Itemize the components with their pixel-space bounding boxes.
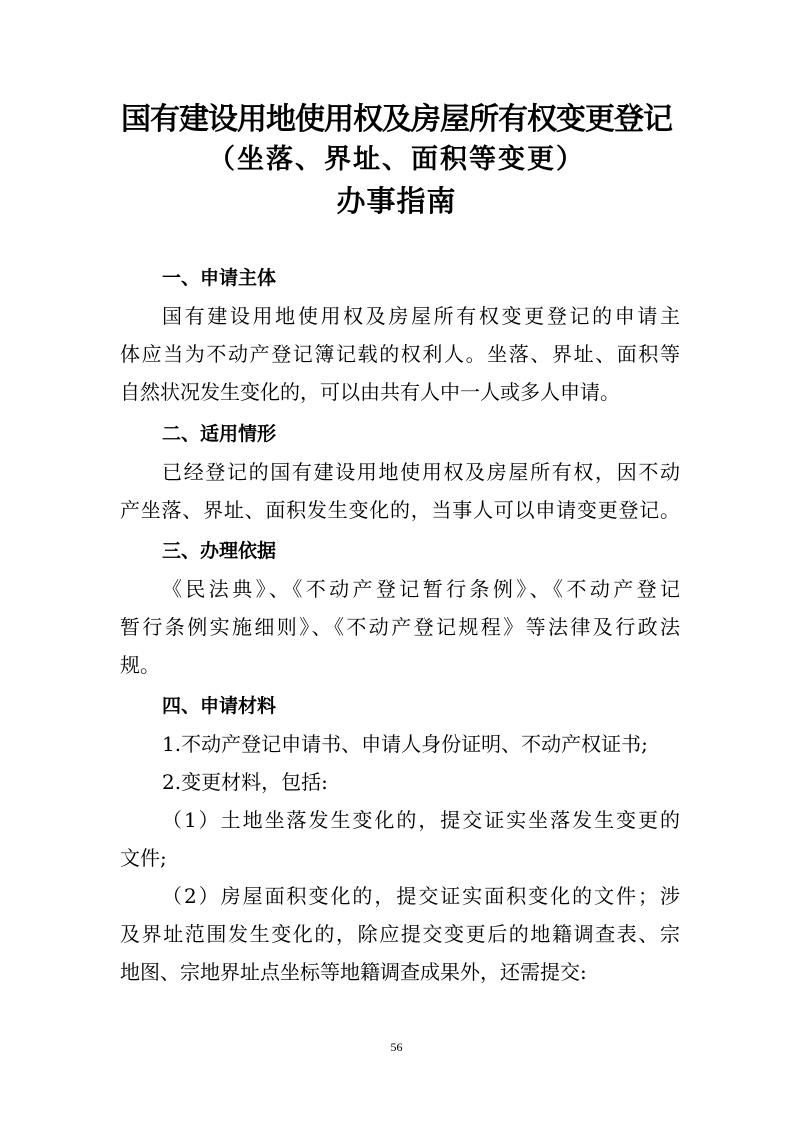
document-title: 国有建设用地使用权及房屋所有权变更登记 bbox=[121, 102, 672, 137]
paragraph-line: 产坐落、界址、面积发生变化的，当事人可以申请变更登记。 bbox=[120, 498, 680, 522]
paragraph-line: 及界址范围发生变化的，除应提交变更后的地籍调查表、宗 bbox=[120, 922, 680, 946]
list-item: 1.不动产登记申请书、申请人身份证明、不动产权证书; bbox=[162, 732, 648, 756]
paragraph-line: 国有建设用地使用权及房屋所有权变更登记的申请主 bbox=[162, 304, 680, 328]
paragraph-line: 地图、宗地界址点坐标等地籍调查成果外，还需提交: bbox=[120, 960, 587, 984]
paragraph-line: 《民法典》、《不动产登记暂行条例》、《不动产登记 bbox=[162, 577, 680, 601]
paragraph-line: 文件; bbox=[120, 846, 167, 870]
paragraph-line: 自然状况发生变化的，可以由共有人中一人或多人申请。 bbox=[120, 380, 620, 404]
document-subtitle: （坐落、界址、面积等变更） bbox=[208, 144, 585, 175]
section-heading-applicant: 一、申请主体 bbox=[162, 267, 277, 289]
paragraph-line: 体应当为不动产登记簿记载的权利人。坐落、界址、面积等 bbox=[120, 342, 680, 366]
paragraph-line: 已经登记的国有建设用地使用权及房屋所有权，因不动 bbox=[162, 460, 680, 484]
paragraph-line: 暂行条例实施细则》、《不动产登记规程》等法律及行政法 bbox=[120, 615, 680, 639]
list-item: （2）房屋面积变化的，提交证实面积变化的文件；涉 bbox=[162, 884, 680, 908]
list-item: （1）土地坐落发生变化的，提交证实坐落发生变更的 bbox=[162, 808, 680, 832]
section-heading-materials: 四、申请材料 bbox=[162, 695, 277, 717]
document-title-guide: 办事指南 bbox=[336, 184, 457, 218]
page-number: 56 bbox=[390, 1040, 403, 1054]
paragraph-line: 规。 bbox=[120, 653, 160, 677]
list-item: 2.变更材料，包括: bbox=[162, 770, 328, 794]
section-heading-scope: 二、适用情形 bbox=[162, 423, 277, 445]
section-heading-basis: 三、办理依据 bbox=[162, 540, 277, 562]
